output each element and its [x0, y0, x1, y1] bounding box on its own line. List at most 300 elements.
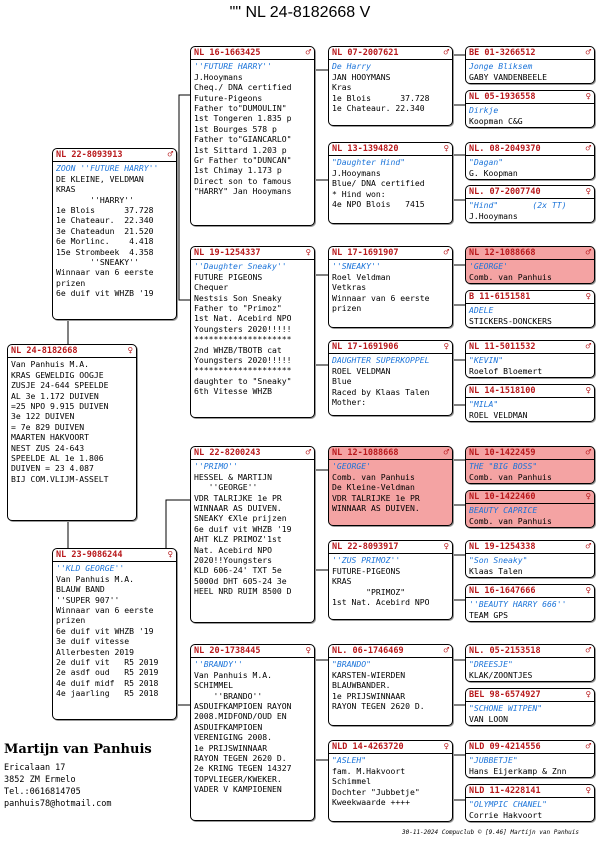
info-line: Winnaar van 6 eerste — [56, 267, 154, 278]
info-line: ROEL VELDMAN — [469, 409, 528, 420]
male-icon: ♂ — [167, 150, 173, 160]
pigeon-card[interactable] — [52, 148, 177, 320]
pigeon-name: ''BRANDY'' — [194, 659, 243, 670]
info-line: 1st Chimay 1.173 p — [194, 165, 282, 176]
info-line: Cheq./ DNA certified — [194, 82, 292, 93]
info-line: Van Panhuis M.A. — [11, 359, 89, 370]
info-line: JAN HOOYMANS — [332, 71, 391, 82]
male-icon: ♂ — [305, 448, 311, 458]
info-line: 1st Bourges 578 p — [194, 123, 277, 134]
info-line: DE KLEINE, VELDMAN — [56, 173, 144, 184]
info-line: 2e asdf oud R5 2019 — [56, 667, 159, 678]
info-line: 6e duif vit WHZB '19 — [56, 288, 154, 299]
info-line: BLAUWBANDER. — [332, 680, 391, 691]
pigeon-card[interactable] — [328, 46, 453, 126]
male-icon: ♂ — [585, 646, 591, 656]
card-header — [466, 491, 594, 504]
pigeon-card[interactable] — [465, 246, 595, 284]
info-line: Hans Eijerkamp & Znn — [469, 765, 567, 776]
info-line: Roelof Bloemert — [469, 365, 543, 376]
pigeon-card[interactable] — [190, 46, 315, 226]
info-line: KARSTEN-WIERDEN — [332, 669, 406, 680]
ring-number: NL 19-1254338 — [469, 542, 536, 552]
ring-number: NL 22-8093913 — [56, 150, 123, 160]
pigeon-name: Jonge Bliksem — [469, 61, 533, 72]
info-line: 4e NPO Blois 7415 — [332, 199, 425, 210]
info-line: VADER V KAMPIOENEN — [194, 784, 282, 795]
pigeon-name: "DREESJE" — [469, 659, 513, 670]
pigeon-card[interactable] — [328, 142, 453, 224]
info-line: 4e jaarling R5 2018 — [56, 688, 159, 699]
female-icon: ♀ — [443, 742, 449, 752]
info-line: 1e PRIJSWINNAAR — [194, 742, 268, 753]
card-header — [466, 91, 594, 104]
info-line: 3e 122 DUIVEN — [11, 411, 75, 422]
info-line: KLD 606-24' TXT 5e — [194, 565, 282, 576]
card-body — [466, 702, 594, 725]
ring-number: NLD 14-4263720 — [332, 742, 404, 752]
info-line: ASDUIFKAMPIOEN RAYON — [194, 701, 292, 712]
pigeon-card[interactable] — [328, 644, 453, 726]
card-body — [466, 60, 594, 83]
info-line: Father to"GIANCARLO" — [194, 134, 292, 145]
pigeon-card[interactable] — [465, 46, 595, 84]
info-line: Gr Father to"DUNCAN" — [194, 155, 292, 166]
ring-number: NL 23-9086244 — [56, 550, 123, 560]
info-line: Klaas Talen — [469, 565, 523, 576]
pigeon-card[interactable] — [465, 290, 595, 328]
ring-number: NL. 06-1746469 — [332, 646, 404, 656]
info-line: TEAM GPS — [469, 609, 508, 620]
card-header — [53, 149, 176, 162]
info-line: KRAS GEWELDIG OOGJE — [11, 369, 104, 380]
pigeon-card[interactable] — [465, 644, 595, 682]
info-line: KLAK/ZOONTJES — [469, 669, 533, 680]
card-header — [191, 447, 314, 460]
ring-number: NL 19-1254337 — [194, 248, 261, 258]
info-line: NEST ZUS 24-643 — [11, 442, 85, 453]
pigeon-card[interactable] — [328, 446, 453, 526]
pigeon-name: "OLYMPIC CHANEL" — [469, 799, 547, 810]
owner-address: Ericalaan 17 — [4, 763, 66, 773]
pigeon-card[interactable] — [328, 340, 453, 416]
pigeon-card[interactable] — [52, 548, 177, 720]
pigeon-name: "ASLEH" — [332, 755, 367, 766]
card-header — [329, 447, 452, 460]
info-line: G. Koopman — [469, 167, 518, 178]
info-line: RAYON TEGEN 2620 D. — [332, 701, 425, 712]
pedigree-title: "" NL 24-8182668 V — [229, 4, 371, 21]
card-header — [466, 541, 594, 554]
info-line: HESSEL & MARTIJN — [194, 471, 272, 482]
pigeon-name: ADELE — [469, 305, 494, 316]
card-header — [8, 345, 136, 358]
info-line: Comb. van Panhuis — [332, 471, 415, 482]
card-body — [466, 798, 594, 821]
info-line: =25 NPO 9.915 DUIVEN — [11, 401, 109, 412]
info-line: Koopman C&G — [469, 115, 523, 126]
info-line: Direct son to famous — [194, 175, 292, 186]
pigeon-name: ''KLD GEORGE'' — [56, 563, 125, 574]
info-line: WINNAAR AS DUIVEN. — [194, 503, 282, 514]
card-body — [466, 398, 594, 421]
ring-number: NL 05-1936558 — [469, 92, 536, 102]
female-icon: ♀ — [585, 292, 591, 302]
card-header — [466, 47, 594, 60]
male-icon: ♂ — [585, 248, 591, 258]
card-header — [329, 143, 452, 156]
info-line: Van Panhuis M.A. — [56, 573, 134, 584]
info-line: 6th Vitesse WHZB — [194, 386, 272, 397]
info-line: ZUSJE 24-644 SPEELDE — [11, 380, 109, 391]
info-line: GABY VANDENBEELE — [469, 71, 547, 82]
info-line: 6e duif vit WHZB '19 — [56, 625, 154, 636]
female-icon: ♀ — [585, 386, 591, 396]
card-header — [466, 785, 594, 798]
owner-info — [4, 744, 152, 810]
card-header — [191, 247, 314, 260]
card-body — [329, 60, 452, 114]
male-icon: ♂ — [305, 48, 311, 58]
card-body — [466, 304, 594, 327]
info-line: SPEELDE AL 1e 1.806 — [11, 453, 104, 464]
info-line: = 7e 829 DUIVEN — [11, 421, 85, 432]
card-header — [466, 689, 594, 702]
female-icon: ♀ — [127, 346, 133, 356]
female-icon: ♀ — [585, 586, 591, 596]
info-line: 5000d DHT 605-24 3e — [194, 575, 287, 586]
pigeon-card[interactable] — [465, 446, 595, 484]
info-line: Raced by Klaas Talen — [332, 386, 430, 397]
info-line: J.Hooymans — [332, 167, 381, 178]
card-body — [53, 562, 176, 699]
info-line: 1e PRIJSWINNAAR — [332, 690, 406, 701]
pigeon-card[interactable] — [465, 740, 595, 778]
pigeon-name: "KEVIN" — [469, 355, 504, 366]
female-icon: ♀ — [585, 690, 591, 700]
card-header — [466, 585, 594, 598]
pigeon-card[interactable] — [465, 340, 595, 378]
pigeon-card[interactable] — [465, 90, 595, 128]
pigeon-name: ''SNEAKY'' — [332, 261, 381, 272]
info-line: Corrie Hakvoort — [469, 809, 543, 820]
pigeon-name: "Hind" (2x TT) — [469, 200, 567, 211]
pigeon-card[interactable] — [190, 246, 315, 418]
card-body — [466, 554, 594, 577]
male-icon: ♂ — [443, 646, 449, 656]
card-body — [329, 354, 452, 408]
pigeon-card[interactable] — [465, 142, 595, 180]
card-body — [191, 658, 314, 795]
info-line: Youngsters 2020!!!!! — [194, 355, 292, 366]
info-line: SNEAKY €Xle prijzen — [194, 513, 287, 524]
info-line: Schimmel — [332, 776, 371, 787]
print-footer: 30-11-2024 Compuclub © [9.46] Martijn van Panhuis — [402, 829, 580, 836]
info-line: FUTURE-PIGEONS — [332, 565, 401, 576]
ring-number: NL 20-1738445 — [194, 646, 261, 656]
card-header — [53, 549, 176, 562]
female-icon: ♀ — [585, 187, 591, 197]
card-body — [329, 754, 452, 808]
info-line: SCHIMMEL — [194, 680, 233, 691]
pigeon-card[interactable] — [465, 584, 595, 622]
info-line: ''HARRY'' — [56, 194, 134, 205]
pigeon-name: Dirkje — [469, 105, 499, 116]
card-body — [329, 260, 452, 314]
card-body — [466, 260, 594, 283]
male-icon: ♂ — [585, 448, 591, 458]
male-icon: ♂ — [443, 248, 449, 258]
pigeon-card[interactable] — [328, 740, 453, 822]
owner-name: Martijn van Panhuis — [4, 742, 152, 757]
info-line: ''BRANDO'' — [194, 690, 263, 701]
card-body — [329, 554, 452, 608]
info-line: MAARTEN HAKVOORT — [11, 432, 89, 443]
pigeon-card[interactable] — [190, 446, 315, 623]
info-line: prizen — [56, 615, 86, 626]
pigeon-card[interactable] — [465, 490, 595, 528]
card-body — [329, 156, 452, 210]
info-line: Comb. van Panhuis — [469, 515, 552, 526]
ring-number: NL 12-1088668 — [469, 248, 536, 258]
card-body — [466, 658, 594, 681]
ring-number: BEL 98-6574927 — [469, 690, 541, 700]
info-line: Van Panhuis M.A. — [194, 669, 272, 680]
info-line: 1st Nat. Acebird NPO — [194, 313, 292, 324]
info-line: Father to"DUMOULIN" — [194, 103, 287, 114]
pigeon-card[interactable] — [190, 644, 315, 821]
pigeon-card[interactable] — [328, 540, 453, 620]
ring-number: NL 10-1422460 — [469, 492, 536, 502]
card-header — [329, 341, 452, 354]
pigeon-name: ''ZUS PRIMOZ'' — [332, 555, 401, 566]
info-line: BIJ COM.VLIJM-ASSELT — [11, 473, 109, 484]
info-line: Roel Veldman — [332, 271, 391, 282]
info-line: 1e Chateaur. 22.340 — [332, 103, 425, 114]
ring-number: NL 22-8093917 — [332, 542, 399, 552]
owner-city: 3852 ZM Ermelo — [4, 775, 76, 785]
ring-number: NL 17-1691907 — [332, 248, 399, 258]
card-header — [466, 247, 594, 260]
info-line: 4e duif midf R5 2018 — [56, 677, 159, 688]
info-line: Chequer — [194, 282, 229, 293]
info-line: ******************** — [194, 365, 292, 376]
info-line: J.Hooymans — [194, 71, 243, 82]
info-line: 6e duif vit WHZB '19 — [194, 523, 292, 534]
info-line: Winnaar van 6 eerste — [332, 292, 430, 303]
ring-number: NLD 09-4214556 — [469, 742, 541, 752]
info-line: 1e Chateaur. 22.340 — [56, 215, 154, 226]
info-line: VAN LOON — [469, 713, 508, 724]
info-line: RAYON TEGEN 2620 D. — [194, 753, 287, 764]
female-icon: ♀ — [585, 92, 591, 102]
ring-number: NL. 07-2007740 — [469, 187, 541, 197]
info-line: HEEL NRD RUIM 8500 D — [194, 586, 292, 597]
ring-number: BE 01-3266512 — [469, 48, 536, 58]
ring-number: NL 24-8182668 — [11, 346, 78, 356]
info-line: ASDUIFKAMPIOEN — [194, 721, 263, 732]
pigeon-card[interactable] — [465, 540, 595, 578]
info-line: Mother: — [332, 397, 367, 408]
info-line: VERENIGING 2008. — [194, 732, 272, 743]
card-header — [191, 645, 314, 658]
info-line: BLAUW BAND — [56, 584, 105, 595]
info-line: 15e Strombeek 4.358 — [56, 246, 154, 257]
info-line: Father to "Primoz" — [194, 303, 282, 314]
card-body — [329, 658, 452, 712]
male-icon: ♂ — [443, 448, 449, 458]
pigeon-name: ''Daughter Sneaky'' — [194, 261, 287, 272]
card-body — [8, 358, 136, 485]
info-line: 2nd WHZB/TBOTB cat — [194, 344, 282, 355]
info-line: FUTURE PIGEONS — [194, 271, 263, 282]
info-line: Blue/ DNA certified — [332, 178, 425, 189]
pigeon-name: "SCHONE WITPEN" — [469, 703, 543, 714]
female-icon: ♀ — [305, 646, 311, 656]
pigeon-name: ''FUTURE HARRY'' — [194, 61, 272, 72]
male-icon: ♂ — [585, 542, 591, 552]
info-line: 2008.MIDFOND/OUD EN — [194, 711, 287, 722]
card-body — [191, 60, 314, 197]
info-line: daughter to "Sneaky" — [194, 375, 292, 386]
info-line: Comb. van Panhuis — [469, 471, 552, 482]
info-line: 1st Nat. Acebird NPO — [332, 597, 430, 608]
card-header — [191, 47, 314, 60]
male-icon: ♂ — [585, 48, 591, 58]
ring-number: NL 13-1394820 — [332, 144, 399, 154]
pigeon-name: "MILA" — [469, 399, 499, 410]
pigeon-name: "JUBBETJE" — [469, 755, 518, 766]
info-line: Winnaar van 6 eerste — [56, 605, 154, 616]
pigeon-card[interactable] — [465, 784, 595, 822]
info-line: prizen — [56, 277, 86, 288]
card-body — [466, 598, 594, 621]
pigeon-card[interactable] — [465, 185, 595, 223]
pigeon-name: DAUGHTER SUPERKOPPEL — [332, 355, 430, 366]
card-body — [466, 104, 594, 127]
card-body — [191, 460, 314, 597]
pigeon-card[interactable] — [7, 344, 137, 521]
ring-number: NL 12-1088668 — [332, 448, 399, 458]
female-icon: ♀ — [443, 144, 449, 154]
info-line: fam. M.Hakvoort — [332, 765, 406, 776]
pigeon-name: "Son Sneaky" — [469, 555, 528, 566]
card-header — [466, 341, 594, 354]
ring-number: NL 16-1663425 — [194, 48, 261, 58]
info-line: 2e KRING TEGEN 14327 — [194, 763, 292, 774]
card-header — [329, 247, 452, 260]
card-body — [466, 199, 594, 222]
info-line: Future-Pigeons — [194, 92, 263, 103]
ring-number: NL 14-1518100 — [469, 386, 536, 396]
male-icon: ♂ — [585, 342, 591, 352]
info-line: 2e duif vit R5 2019 — [56, 657, 159, 668]
ring-number: NLD 11-4228141 — [469, 786, 541, 796]
pigeon-card[interactable] — [465, 688, 595, 726]
pigeon-name: 'GEORGE' — [469, 261, 508, 272]
info-line: ''GEORGE'' — [194, 482, 258, 493]
info-line: ******************** — [194, 334, 292, 345]
info-line: "PRIMOZ" — [332, 586, 406, 597]
card-body — [191, 260, 314, 397]
info-line: J.Hooymans — [469, 210, 518, 221]
ring-number: NL 17-1691906 — [332, 342, 399, 352]
ring-number: NL. 08-2049370 — [469, 144, 541, 154]
card-header — [466, 741, 594, 754]
female-icon: ♀ — [585, 492, 591, 502]
card-header — [466, 291, 594, 304]
ring-number: NL 11-5011532 — [469, 342, 536, 352]
info-line: Dochter "Jubbetje" — [332, 786, 420, 797]
info-line: De Kleine-Veldman — [332, 482, 415, 493]
pigeon-name: ''PRIMO'' — [194, 461, 238, 472]
card-header — [466, 385, 594, 398]
female-icon: ♀ — [443, 342, 449, 352]
pigeon-name: THE "BIG BOSS" — [469, 461, 538, 472]
info-line: AL 3e 1.172 DUIVEN — [11, 390, 99, 401]
ring-number: NL. 05-2153518 — [469, 646, 541, 656]
card-header — [329, 645, 452, 658]
card-header — [329, 47, 452, 60]
card-body — [466, 754, 594, 777]
info-line: ROEL VELDMAN — [332, 365, 391, 376]
info-line: 3e Chateadun 21.520 — [56, 225, 154, 236]
ring-number: NL 10-1422459 — [469, 448, 536, 458]
info-line: * Hind won: — [332, 188, 386, 199]
pigeon-name: ''BEAUTY HARRY 666'' — [469, 599, 567, 610]
pigeon-name: "Dagan" — [469, 157, 504, 168]
card-body — [466, 504, 594, 527]
pigeon-card[interactable] — [328, 246, 453, 328]
info-line: prizen — [332, 303, 362, 314]
card-body — [466, 460, 594, 483]
info-line: ''SUPER 907'' — [56, 594, 120, 605]
card-header — [466, 143, 594, 156]
male-icon: ♂ — [585, 742, 591, 752]
info-line: Nestsis Son Sneaky — [194, 292, 282, 303]
pigeon-name: "BRANDO" — [332, 659, 371, 670]
info-line: Youngsters 2020!!!!! — [194, 323, 292, 334]
info-line: Vetkras — [332, 282, 367, 293]
info-line: 1st Sittard 1.203 p — [194, 144, 287, 155]
pigeon-name: De Harry — [332, 61, 371, 72]
ring-number: B 11-6151581 — [469, 292, 531, 302]
info-line: 2020!!Youngsters — [194, 555, 272, 566]
card-body — [329, 460, 452, 514]
female-icon: ♀ — [443, 542, 449, 552]
info-line: KRAS — [56, 184, 76, 195]
card-header — [466, 186, 594, 199]
male-icon: ♂ — [585, 144, 591, 154]
info-line: Kweekwaarde ++++ — [332, 797, 410, 808]
info-line: DUIVEN = 23 4.087 — [11, 463, 94, 474]
info-line: Blue — [332, 376, 352, 387]
owner-email[interactable]: panhuis78@hotmail.com — [4, 799, 112, 809]
pigeon-name: 'GEORGE' — [332, 461, 371, 472]
pigeon-name: "Daughter Hind" — [332, 157, 406, 168]
female-icon: ♀ — [585, 786, 591, 796]
info-line: WINNAAR AS DUIVEN. — [332, 503, 420, 514]
card-header — [466, 447, 594, 460]
info-line: KRAS — [332, 576, 352, 587]
male-icon: ♂ — [443, 48, 449, 58]
female-icon: ♀ — [305, 248, 311, 258]
card-header — [329, 541, 452, 554]
owner-phone: Tel.:0616814705 — [4, 787, 81, 797]
pigeon-card[interactable] — [465, 384, 595, 422]
info-line: 1e Blois 37.728 — [56, 205, 154, 216]
info-line: Nat. Acebird NPO — [194, 544, 272, 555]
